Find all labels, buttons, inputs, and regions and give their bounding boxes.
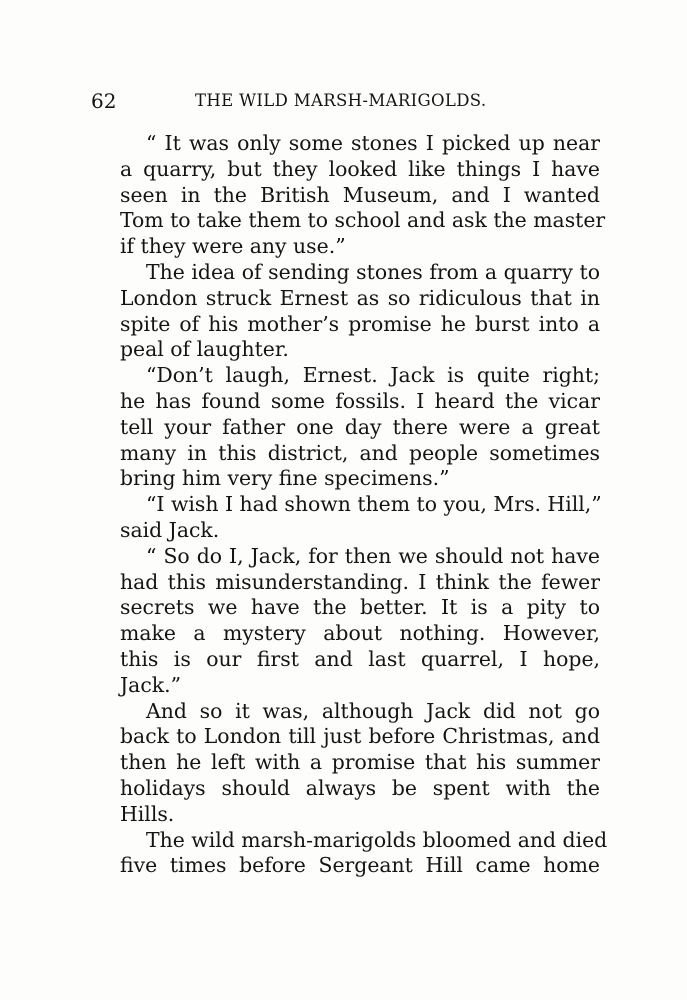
running-header [91, 86, 599, 116]
text-line: Tom to take them to school and ask the master [120, 208, 606, 233]
text-line: London struck Ernest as so ridiculous that in [120, 285, 600, 310]
paragraph-1 [94, 131, 606, 260]
text-line: spite of his mother’s promise he burst into a [120, 311, 600, 336]
text-line: tell your father one day there were a great [120, 414, 600, 439]
text-line: seen in the British Museum, and I wanted [120, 182, 600, 207]
text-line: Hills. [120, 801, 175, 826]
text-line: said Jack. [120, 517, 220, 542]
paragraph-2 [94, 260, 600, 363]
text-line: The idea of sending stones from a quarry to [146, 259, 600, 284]
text-line: then he left with a promise that his summer [120, 750, 600, 775]
text-line: back to London till just before Christmas, and [120, 724, 600, 749]
running-title: THE WILD MARSH-MARIGOLDS. [195, 91, 487, 110]
text-line: many in this district, and people sometimes [120, 440, 600, 465]
text-line: five times before Sergeant Hill came home [120, 853, 600, 878]
paragraph-5 [94, 544, 600, 699]
text-line: Jack.” [120, 672, 182, 697]
text-line: peal of laughter. [120, 337, 289, 362]
page-number: 62 [91, 89, 117, 113]
text-line: if they were any use.” [120, 234, 346, 259]
text-line: secrets we have the better. It is a pity to [120, 595, 600, 620]
text-line: “I wish I had shown them to you, Mrs. Hill,” [146, 492, 602, 517]
paragraph-4 [94, 492, 600, 544]
text-line: a quarry, but they looked like things I have [120, 156, 600, 181]
text-line: had this misunderstanding. I think the fewer [120, 569, 600, 594]
text-line: “ So do I, Jack, for then we should not have [146, 543, 600, 568]
text-line: this is our first and last quarrel, I hope, [120, 646, 600, 671]
text-line: make a mystery about nothing. However, [120, 621, 600, 646]
paragraph-7 [94, 827, 608, 880]
text-line: “ It was only some stones I picked up near [146, 131, 600, 155]
text-line: bring him very fine specimens.” [120, 466, 450, 491]
paragraph-3 [94, 363, 600, 492]
body-text [94, 131, 608, 879]
paragraph-6 [94, 699, 600, 828]
text-line: The wild marsh-marigolds bloomed and died [146, 827, 608, 852]
text-line: he has found some fossils. I heard the vicar [120, 388, 600, 413]
text-line: And so it was, although Jack did not go [146, 698, 600, 723]
text-line: holidays should always be spent with the [120, 775, 600, 800]
text-line: “Don’t laugh, Ernest. Jack is quite right; [146, 363, 600, 388]
